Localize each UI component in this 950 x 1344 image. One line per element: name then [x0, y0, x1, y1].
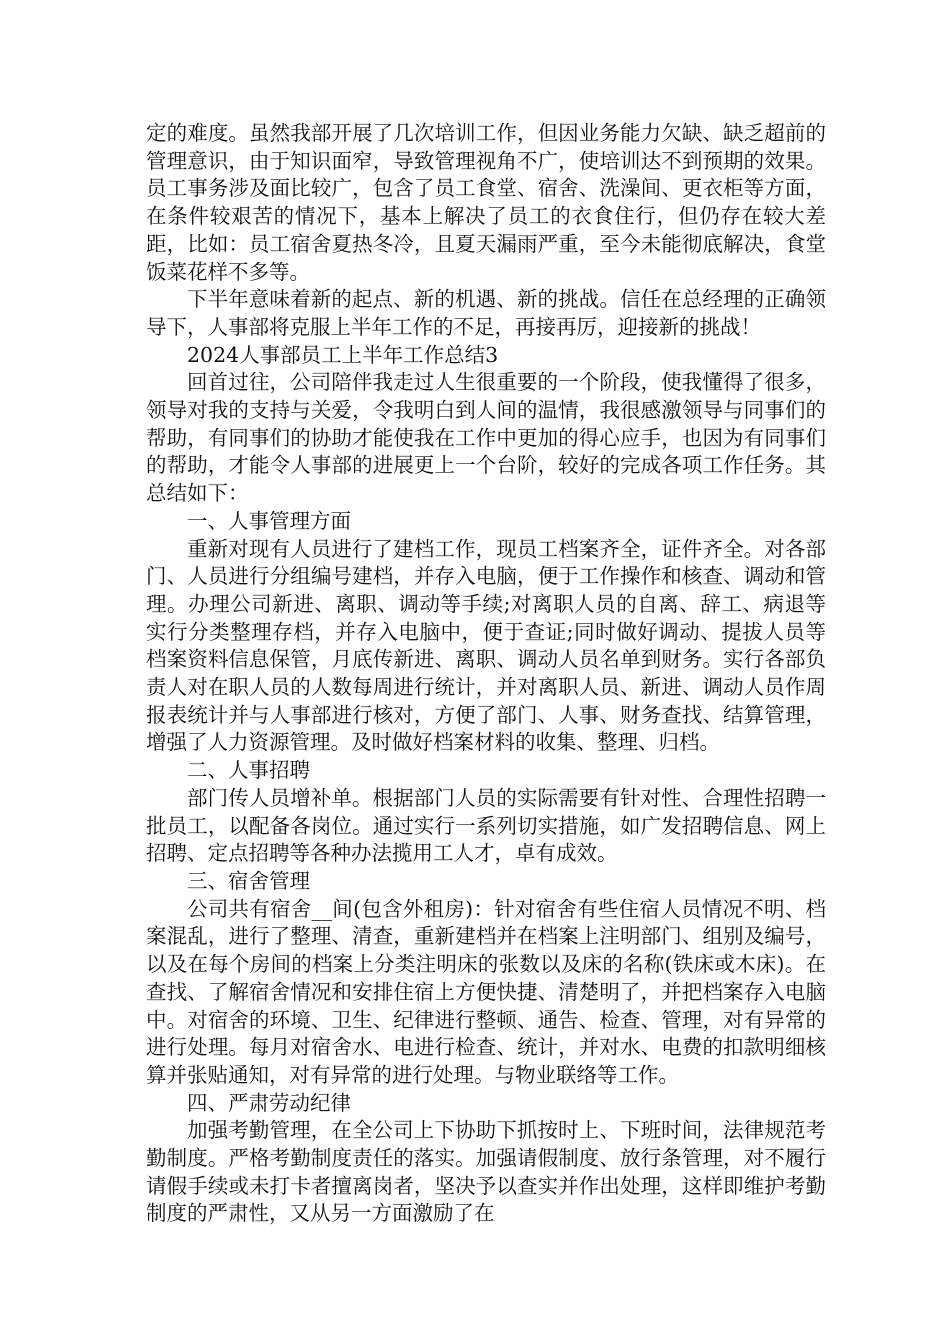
paragraph-personnel-management: 重新对现有人员进行了建档工作，现员工档案齐全，证件齐全。对各部门、人员进行分组编号建档，并存入电脑，便于工作操作和核查、调动和管理。办理公司新进、离职、调动等手续;对离职人员的自离、辞工、病退等实行分类整理存档，并存入电脑中，便于查证;同时做好调动、提拔人员等档案资料信息保管，月底传新进、离职、调动人员名单到财务。实行各部负责人对在职人员的人数每周进行统计，并对离职人员、新进、调动人员作周报表统计并与人事部进行核对，方便了部门、人事、财务查找、结算管理，增强了人力资源管理。及时做好档案材料的收集、整理、归档。: [146, 536, 826, 755]
section-title: 2024人事部员工上半年工作总结3: [187, 342, 499, 367]
paragraph-recruitment: 部门传人员增补单。根据部门人员的实际需要有针对性、合理性招聘一批员工，以配备各岗位。通过实行一系列切实措施，如广发招聘信息、网上招聘、定点招聘等各种办法揽用工人才，卓有成效。: [146, 785, 826, 866]
heading-dormitory-management: 三、宿舍管理: [187, 868, 310, 893]
paragraph-labor-discipline: 加强考勤管理，在全公司上下协助下抓按时上、下班时间，法律规范考勤制度。严格考勤制度责任的落实。加强请假制度、放行条管理，对不履行请假手续或未打卡者擅离岗者，坚决予以查实并作出处理，这样即维护考勤制度的严肃性，又从另一方面激励了在: [146, 1118, 826, 1226]
heading-personnel-management: 一、人事管理方面: [187, 508, 351, 533]
paragraph-continuation: 定的难度。虽然我部开展了几次培训工作，但因业务能力欠缺、缺乏超前的管理意识，由于知识面窄，导致管理视角不广，使培训达不到预期的效果。员工事务涉及面比较广，包含了员工食堂、宿舍、洗澡间、更衣柜等方面，在条件较艰苦的情况下，基本上解决了员工的衣食住行，但仍存在较大差距，比如：员工宿舍夏热冬冷，且夏天漏雨严重，至今未能彻底解决，食堂饭菜花样不多等。: [146, 121, 826, 284]
paragraph-intro: 回首过往，公司陪伴我走过人生很重要的一个阶段，使我懂得了很多，领导对我的支持与关爱，令我明白到人间的温情，我很感激领导与同事们的帮助，有同事们的协助才能使我在工作中更加的得心应手，也因为有同事们的帮助，才能令人事部的进展更上一个台阶，较好的完成各项工作任务。其总结如下：: [146, 370, 826, 506]
heading-labor-discipline: 四、严肃劳动纪律: [187, 1090, 351, 1115]
paragraph-dormitory-management: 公司共有宿舍__间(包含外租房)：针对宿舍有些住宿人员情况不明、档案混乱，进行了整理、清查，重新建档并在档案上注明部门、组别及编号，以及在每个房间的档案上分类注明床的张数以及床的名称(铁床或木床)。在查找、了解宿舍情况和安排住宿上方便快捷、清楚明了，并把档案存入电脑中。对宿舍的环境、卫生、纪律进行整顿、通告、检查、管理，对有异常的进行处理。每月对宿舍水、电进行检查、统计，并对水、电费的扣款明细核算并张贴通知，对有异常的进行处理。与物业联络等工作。: [146, 896, 826, 1087]
document-page: [146, 120, 826, 1228]
paragraph-second-half-outlook: 下半年意味着新的起点、新的机遇、新的挑战。信任在总经理的正确领导下，人事部将克服上半年工作的不足，再接再厉，迎接新的挑战！: [146, 287, 826, 339]
heading-recruitment: 二、人事招聘: [187, 758, 310, 783]
